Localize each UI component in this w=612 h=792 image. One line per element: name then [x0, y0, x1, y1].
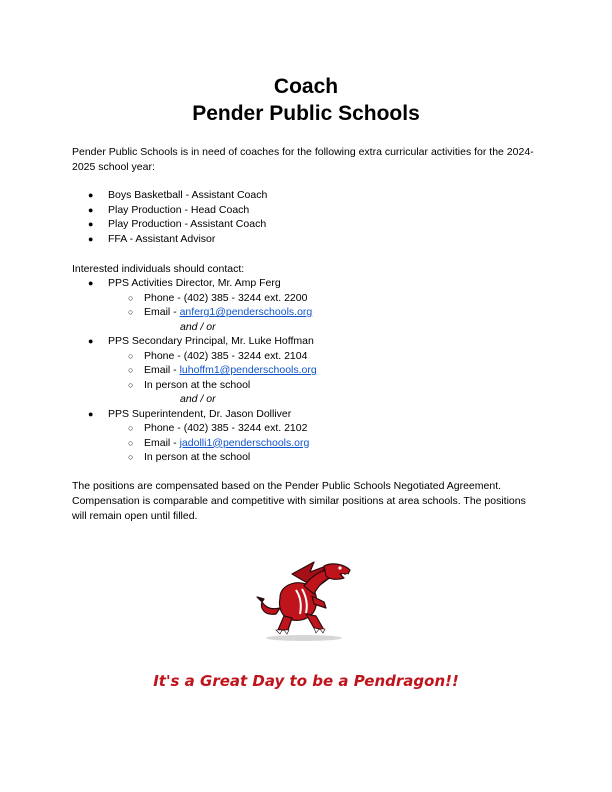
contact-in-person: ○ In person at the school: [128, 378, 251, 391]
list-item: ● Play Production - Assistant Coach: [88, 218, 267, 230]
email-link-ferg[interactable]: anferg1@penderschools.org: [179, 306, 313, 318]
contact-email: ○ Email - jadolli1@penderschools.org: [128, 436, 310, 449]
bullet-icon: ●: [88, 233, 94, 244]
contact-email: ○ Email - anferg1@penderschools.org: [128, 306, 313, 318]
contacts-list: [72, 276, 542, 465]
contact-in-person: ○ In person at the school: [128, 451, 251, 463]
bullet-icon: ●: [88, 408, 94, 419]
hollow-bullet-icon: ○: [128, 452, 134, 462]
positions-list: [72, 188, 542, 246]
email-link-dolliver[interactable]: jadolli1@penderschools.org: [179, 436, 310, 449]
list-item: ● Boys Basketball - Assistant Coach: [88, 189, 268, 201]
bullet-icon: ●: [88, 204, 94, 215]
page-subtitle: Pender Public Schools: [192, 102, 420, 125]
contact-email: ○ Email - luhoffm1@penderschools.org: [128, 364, 317, 376]
school-tagline: It's a Great Day to be a Pendragon!!: [153, 672, 459, 690]
contact-heading: Interested individuals should contact:: [72, 263, 245, 275]
bullet-icon: ●: [88, 278, 94, 288]
and-or-separator: and / or: [180, 320, 216, 333]
contact-secondary-principal: ● PPS Secondary Principal, Mr. Luke Hoffman: [88, 335, 314, 347]
hollow-bullet-icon: ○: [128, 365, 134, 375]
contact-activities-director: ● PPS Activities Director, Mr. Amp Ferg: [88, 277, 281, 289]
hollow-bullet-icon: ○: [128, 307, 134, 317]
list-item: ● FFA - Assistant Advisor: [88, 232, 216, 245]
closing-paragraph: The positions are compensated based on the Pender Public Schools Negotiated Agreement. Compensation is comparable and competitive with similar positions at area schools. The positions will remain open until filled.: [72, 480, 526, 522]
hollow-bullet-icon: ○: [128, 437, 134, 448]
bullet-icon: ●: [88, 336, 94, 346]
bullet-icon: ●: [88, 219, 94, 229]
intro-paragraph: Pender Public Schools is in need of coaches for the following extra curricular activities for the 2024-2025 school year:: [72, 146, 534, 173]
list-item: ● Play Production - Head Coach: [88, 203, 250, 216]
pendragon-dragon-icon: [254, 556, 362, 646]
contact-superintendent: ● PPS Superintendent, Dr. Jason Dolliver: [88, 407, 292, 420]
contact-phone: ○ Phone - (402) 385 - 3244 ext. 2102: [128, 422, 308, 434]
hollow-bullet-icon: ○: [128, 292, 134, 303]
page-title: Coach: [273, 75, 339, 98]
contact-phone: ○ Phone - (402) 385 - 3244 ext. 2104: [128, 349, 308, 362]
hollow-bullet-icon: ○: [128, 350, 134, 361]
hollow-bullet-icon: ○: [128, 379, 134, 390]
and-or-separator: and / or: [180, 393, 216, 405]
email-link-hoffman[interactable]: luhoffm1@penderschools.org: [179, 364, 317, 376]
hollow-bullet-icon: ○: [128, 423, 134, 433]
bullet-icon: ●: [88, 190, 94, 200]
contact-phone: ○ Phone - (402) 385 - 3244 ext. 2200: [128, 291, 308, 304]
